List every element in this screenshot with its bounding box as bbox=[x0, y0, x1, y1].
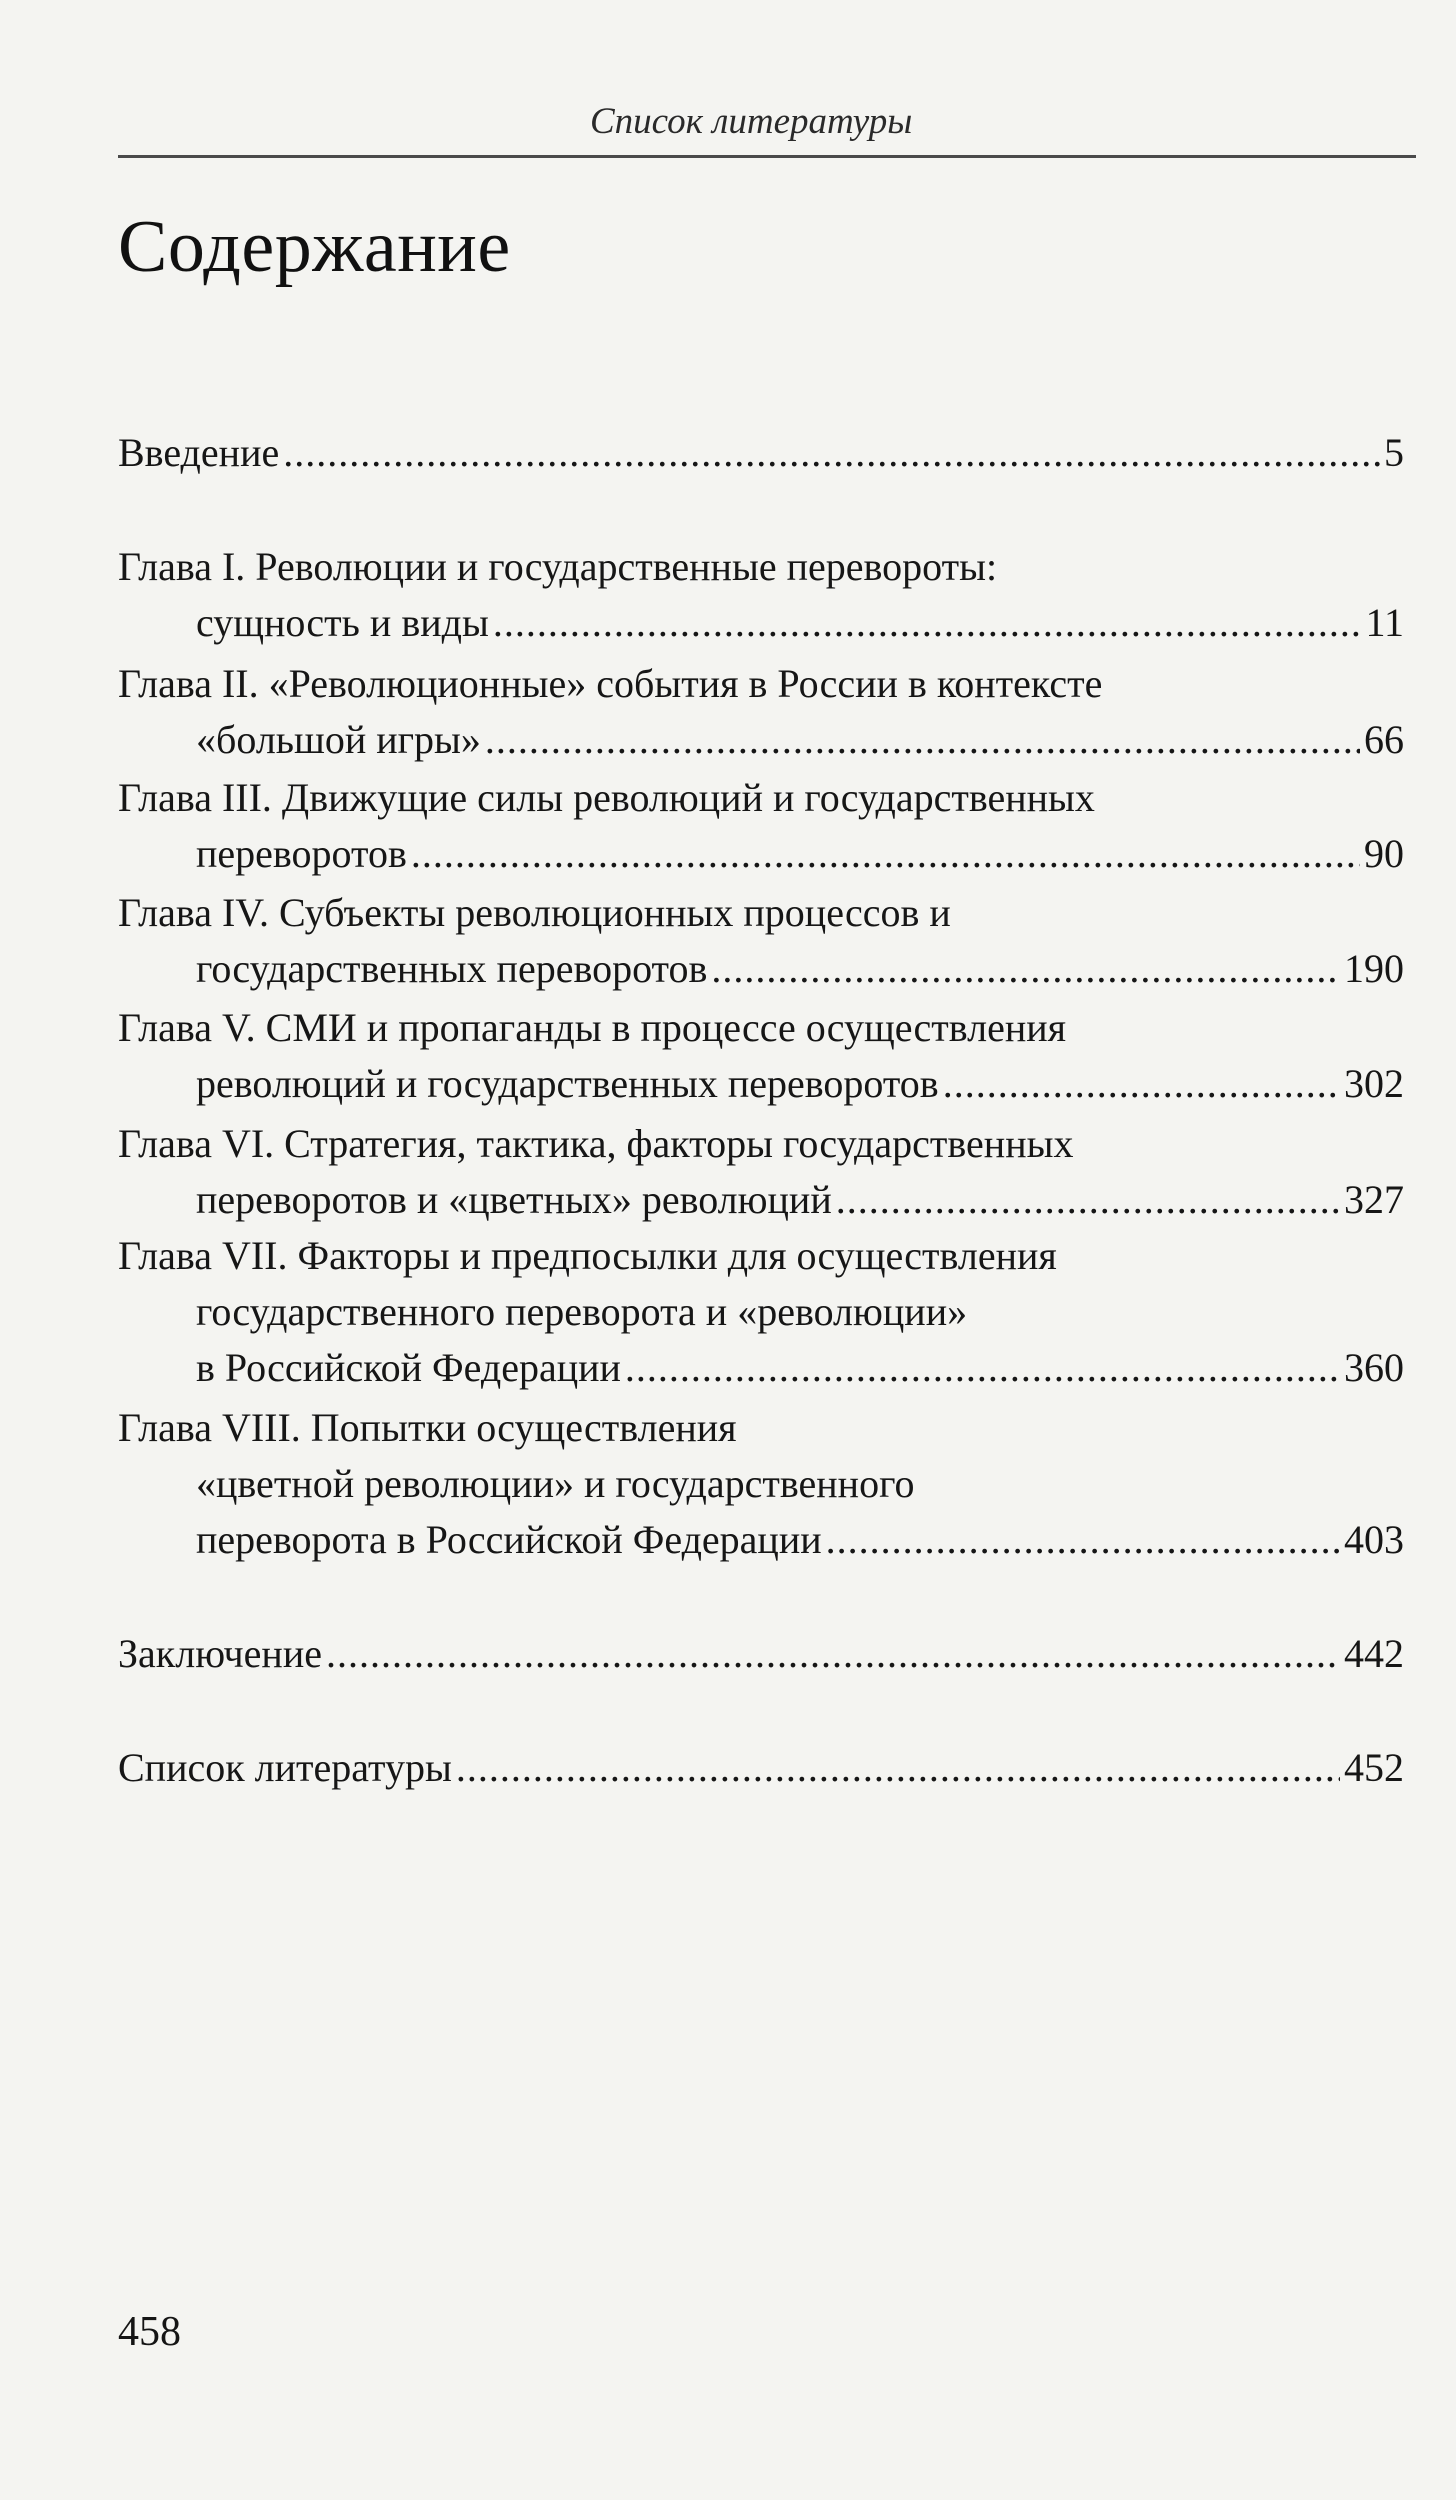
dot-leader bbox=[625, 1340, 1340, 1396]
toc-entry-title: Глава III. Движущие силы революций и государственных bbox=[118, 775, 1095, 820]
toc-entry-title: Глава V. СМИ и пропаганды в процессе осуществления bbox=[118, 1005, 1067, 1050]
toc-entry-chapter-5[interactable] bbox=[118, 1000, 1404, 1112]
toc-entry-title: Введение bbox=[118, 430, 280, 475]
toc-entry-title-cont: государственных переворотов bbox=[196, 946, 708, 991]
toc-page-number: 442 bbox=[1344, 1631, 1404, 1676]
toc-entry-title: Список литературы bbox=[118, 1745, 452, 1790]
toc-entry-chapter-6[interactable] bbox=[118, 1116, 1404, 1228]
toc-entry-title: Заключение bbox=[118, 1631, 322, 1676]
toc-entry-title: Глава VIII. Попытки осуществления bbox=[118, 1405, 737, 1450]
toc-entry-chapter-2[interactable] bbox=[118, 656, 1404, 768]
toc-entry-chapter-8[interactable] bbox=[118, 1400, 1404, 1568]
dot-leader bbox=[485, 712, 1360, 768]
toc-entry-title: Глава IV. Субъекты революционных процессов и bbox=[118, 890, 951, 935]
toc-page-number: 302 bbox=[1344, 1061, 1404, 1106]
dot-leader bbox=[411, 826, 1360, 882]
toc-page-number: 66 bbox=[1364, 717, 1404, 762]
dot-leader bbox=[456, 1740, 1340, 1796]
toc-page-number: 5 bbox=[1384, 430, 1404, 475]
toc-entry-title-cont: «большой игры» bbox=[196, 717, 481, 762]
toc-entry-title-cont: государственного переворота и «революции» bbox=[196, 1289, 968, 1334]
toc-entry-title: Глава VI. Стратегия, тактика, факторы государственных bbox=[118, 1121, 1074, 1166]
running-head: Список литературы bbox=[590, 101, 913, 142]
page-title: Содержание bbox=[118, 206, 511, 288]
toc-entry-chapter-3[interactable] bbox=[118, 770, 1404, 882]
toc-entry-title-cont: переворотов и «цветных» революций bbox=[196, 1177, 832, 1222]
toc-page-number: 360 bbox=[1344, 1345, 1404, 1390]
dot-leader bbox=[826, 1512, 1340, 1568]
toc-entry-title: Глава I. Революции и государственные перевороты: bbox=[118, 544, 998, 589]
toc-page-number: 11 bbox=[1365, 600, 1404, 645]
toc-page-number: 90 bbox=[1364, 831, 1404, 876]
toc-page-number: 190 bbox=[1344, 946, 1404, 991]
toc-entry-chapter-4[interactable] bbox=[118, 885, 1404, 997]
toc-entry-bibliography[interactable] bbox=[118, 1740, 1404, 1796]
toc-entry-title: Глава VII. Факторы и предпосылки для осуществления bbox=[118, 1233, 1057, 1278]
toc-entry-title-cont: «цветной революции» и государственного bbox=[196, 1461, 915, 1506]
toc-entry-introduction[interactable] bbox=[118, 425, 1404, 481]
dot-leader bbox=[943, 1056, 1340, 1112]
dot-leader bbox=[493, 595, 1362, 651]
page-number: 458 bbox=[118, 2309, 181, 2355]
toc-page-number: 403 bbox=[1344, 1517, 1404, 1562]
dot-leader bbox=[283, 425, 1380, 481]
dot-leader bbox=[836, 1172, 1340, 1228]
toc-entry-title-cont: переворота в Российской Федерации bbox=[196, 1517, 822, 1562]
toc-page-number: 452 bbox=[1344, 1745, 1404, 1790]
toc-entry-title-cont: переворотов bbox=[196, 831, 407, 876]
toc-entry-title-cont: сущность и виды bbox=[196, 600, 489, 645]
header-rule bbox=[118, 155, 1416, 158]
toc-entry-conclusion[interactable] bbox=[118, 1626, 1404, 1682]
toc-entry-chapter-7[interactable] bbox=[118, 1228, 1404, 1396]
toc-entry-chapter-1[interactable] bbox=[118, 539, 1404, 651]
dot-leader bbox=[326, 1626, 1340, 1682]
toc-entry-title-cont: революций и государственных переворотов bbox=[196, 1061, 939, 1106]
dot-leader bbox=[711, 941, 1340, 997]
toc-entry-title: Глава II. «Революционные» события в России в контексте bbox=[118, 661, 1103, 706]
toc-page-number: 327 bbox=[1344, 1177, 1404, 1222]
toc-entry-title-cont: в Российской Федерации bbox=[196, 1345, 621, 1390]
